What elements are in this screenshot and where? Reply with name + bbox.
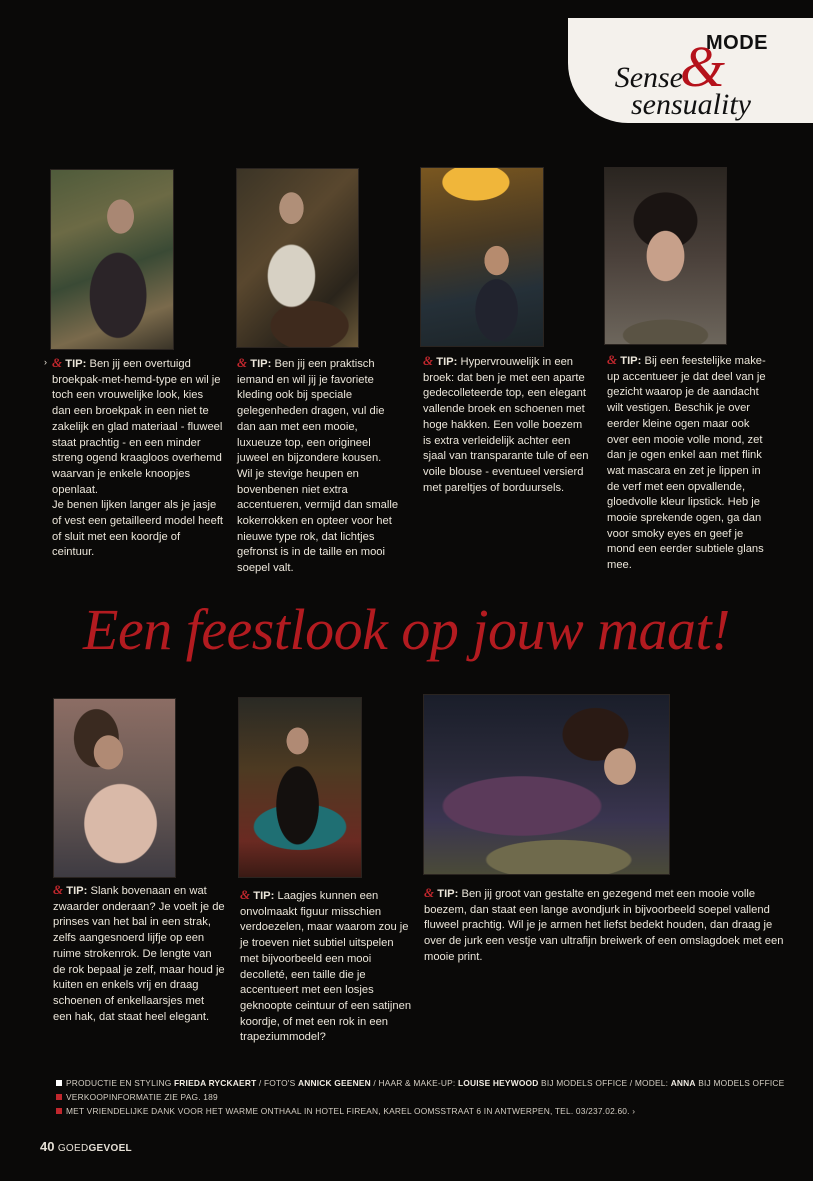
page-footer (40, 1139, 132, 1154)
ampersand-icon: & (240, 887, 251, 902)
tip-paragraph (52, 355, 224, 498)
magazine-name-part1: GOED (57, 1143, 89, 1154)
tip-label: TIP: (250, 358, 272, 370)
tip-body: Ben jij een overtuigd broekpak-met-hemd-type en wil je toch een vrouwelijke look, kies dan een broekpak in een niet te zakelijk en glad materiaal - fluweel staat prachtig - en een minder streng ogend kraagloos overhemd waarvan je enkele knoopjes openlaat. (52, 358, 223, 496)
credit-line-thanks (56, 1104, 796, 1118)
credit-name: ANNICK GEENEN (298, 1078, 371, 1088)
photo-reclining-gown (423, 694, 670, 875)
tip-paragraph (607, 352, 767, 574)
white-square-bullet-icon (56, 1080, 62, 1086)
tip-text-block (237, 355, 405, 577)
credit-text: BIJ MODELS OFFICE (695, 1078, 785, 1088)
ampersand-ornament: & (679, 34, 725, 99)
photo-corset-layers (238, 697, 362, 878)
tip-text-block (424, 885, 784, 966)
tip-body: Ben jij een praktisch iemand en wil jij je favoriete kleding ook bij speciale gelegenheden dragen, vul die dan aan met een mooie, luxueuze top, een origineel juweel en bijzondere kousen. (237, 358, 385, 465)
tip-extra: Wil je stevige heupen en bovenbenen niet extra accentueren, vermijd dan smalle kokerrokken en opteer voor het nieuwe type rok, dat lichtjes gefronst is in de taille en mooi soepel valt. (237, 467, 399, 575)
red-square-bullet-icon (56, 1094, 62, 1100)
ampersand-icon: & (52, 355, 63, 370)
credit-line-sales-info (56, 1090, 796, 1104)
photo-ruffled-skirt (53, 698, 176, 878)
credits-block (56, 1076, 796, 1118)
credit-text: PRODUCTIE EN STYLING (66, 1078, 174, 1088)
tip-paragraph (240, 887, 415, 1046)
ampersand-icon: & (237, 355, 248, 370)
tip-body: Bij een feestelijke make-up accentueer je dat deel van je gezicht waarop je de aandacht wilt vestigen. Beschik je over eerder kleine ogen maar ook over een mooie volle mond, zet dan je ogen enkel aan met flink wat mascara en zet je lippen in de verf met een opvallende, gloedvolle kleur lipstick. Heb je mooie sprekende ogen, ga dan voor smoky eyes en geef je mond een eerder subtiele glans mee. (607, 355, 766, 572)
tip-text-block (53, 882, 225, 1025)
tip-text-block (423, 353, 591, 496)
arrow-marker-icon: › (44, 357, 47, 367)
tip-text-block (607, 352, 767, 574)
photo-hotel-lounge (420, 167, 544, 347)
credit-text: BIJ MODELS OFFICE / MODEL: (538, 1078, 671, 1088)
tip-label: TIP: (436, 356, 458, 368)
tip-label: TIP: (437, 888, 459, 900)
credit-text: / HAAR & MAKE-UP: (370, 1078, 458, 1088)
tip-label: TIP: (253, 890, 275, 902)
magazine-name-part2: GEVOEL (88, 1143, 132, 1154)
credit-name: FRIEDA RYCKAERT (173, 1078, 257, 1088)
ampersand-icon: & (423, 353, 434, 368)
tip-paragraph (53, 882, 225, 1025)
tip-body: Ben jij groot van gestalte en gezegend met een mooie volle boezem, dan staat een lange avondjurk in bijvoorbeeld soepel vallend fluweel prachtig. Wil je je armen het liefst bedekt houden, dan draag je over de jurk een vestje van ultrafijn breiwerk of een omslagdoek met een mooie print. (424, 888, 784, 963)
section-masthead (513, 18, 813, 128)
page-headline: Een feestlook op jouw maat! (83, 597, 730, 662)
tip-body: Hypervrouwelijk in een broek: dat ben je met een aparte gedecolleteerde top, een elegant vallende broek en schoenen met hoge hakken. Een volle boezem is extra verleidelijk achter een sjaal van transparante tule of een voile blouse - eventueel versierd met pareltjes of borduursels. (423, 356, 589, 494)
arrow-right-icon: › (632, 1106, 636, 1116)
tip-extra: Je benen lijken langer als je jasje of vest een getailleerd model heeft of sluit met een koordje of ceintuur. (52, 499, 224, 559)
photo-makeup-portrait (604, 167, 727, 345)
section-label: MODE (706, 32, 768, 54)
page-number: 40 (40, 1139, 55, 1154)
tip-text-block (52, 355, 224, 561)
photo-white-cardigan (236, 168, 359, 348)
tip-body: Slank bovenaan en wat zwaarder onderaan? Je voelt je de prinses van het bal in een strak, zelfs aangesnoerd lijfje op een ruime strokenrok. De lengte van de rok bepaal je zelf, maar houd je kuiten en enkels vrij en draag schoenen of enkellaarsjes met een hak, dat staat heel elegant. (53, 885, 225, 1023)
credit-name: LOUISE HEYWOOD (457, 1078, 539, 1088)
tip-paragraph (423, 353, 591, 496)
tip-label: TIP: (620, 355, 642, 367)
credit-name: ANNA (670, 1078, 696, 1088)
tip-paragraph (424, 885, 784, 966)
tip-label: TIP: (65, 358, 87, 370)
credit-text: / FOTO'S (256, 1078, 298, 1088)
photo-velvet-pantsuit (50, 169, 174, 350)
column-title-word1: Sense (614, 61, 683, 94)
tip-text-block (240, 887, 415, 1046)
tip-label: TIP: (66, 885, 88, 897)
ampersand-icon: & (424, 885, 435, 900)
ampersand-icon: & (53, 882, 64, 897)
column-title-word2: sensuality (631, 88, 751, 121)
red-square-bullet-icon (56, 1108, 62, 1114)
credit-line-production (56, 1076, 796, 1090)
credit-text: MET VRIENDELIJKE DANK VOOR HET WARME ONTHAAL IN HOTEL FIREAN, KAREL OOMSSTRAAT 6 IN ANTWERPEN, TEL. 03/237.02.60. (66, 1106, 630, 1116)
credit-text: VERKOOPINFORMATIE ZIE PAG. 189 (66, 1092, 218, 1102)
ampersand-icon: & (607, 352, 618, 367)
tip-paragraph (237, 355, 405, 467)
tip-body: Laagjes kunnen een onvolmaakt figuur misschien verdoezelen, maar waarom zou je je troeven niet subtiel uitspelen met bijvoorbeeld een mooi decolleté, een taille die je accentueert met een losjes geknoopte ceintuur of een satijnen koordje, of met een rok in een trapeziummodel? (240, 890, 412, 1044)
